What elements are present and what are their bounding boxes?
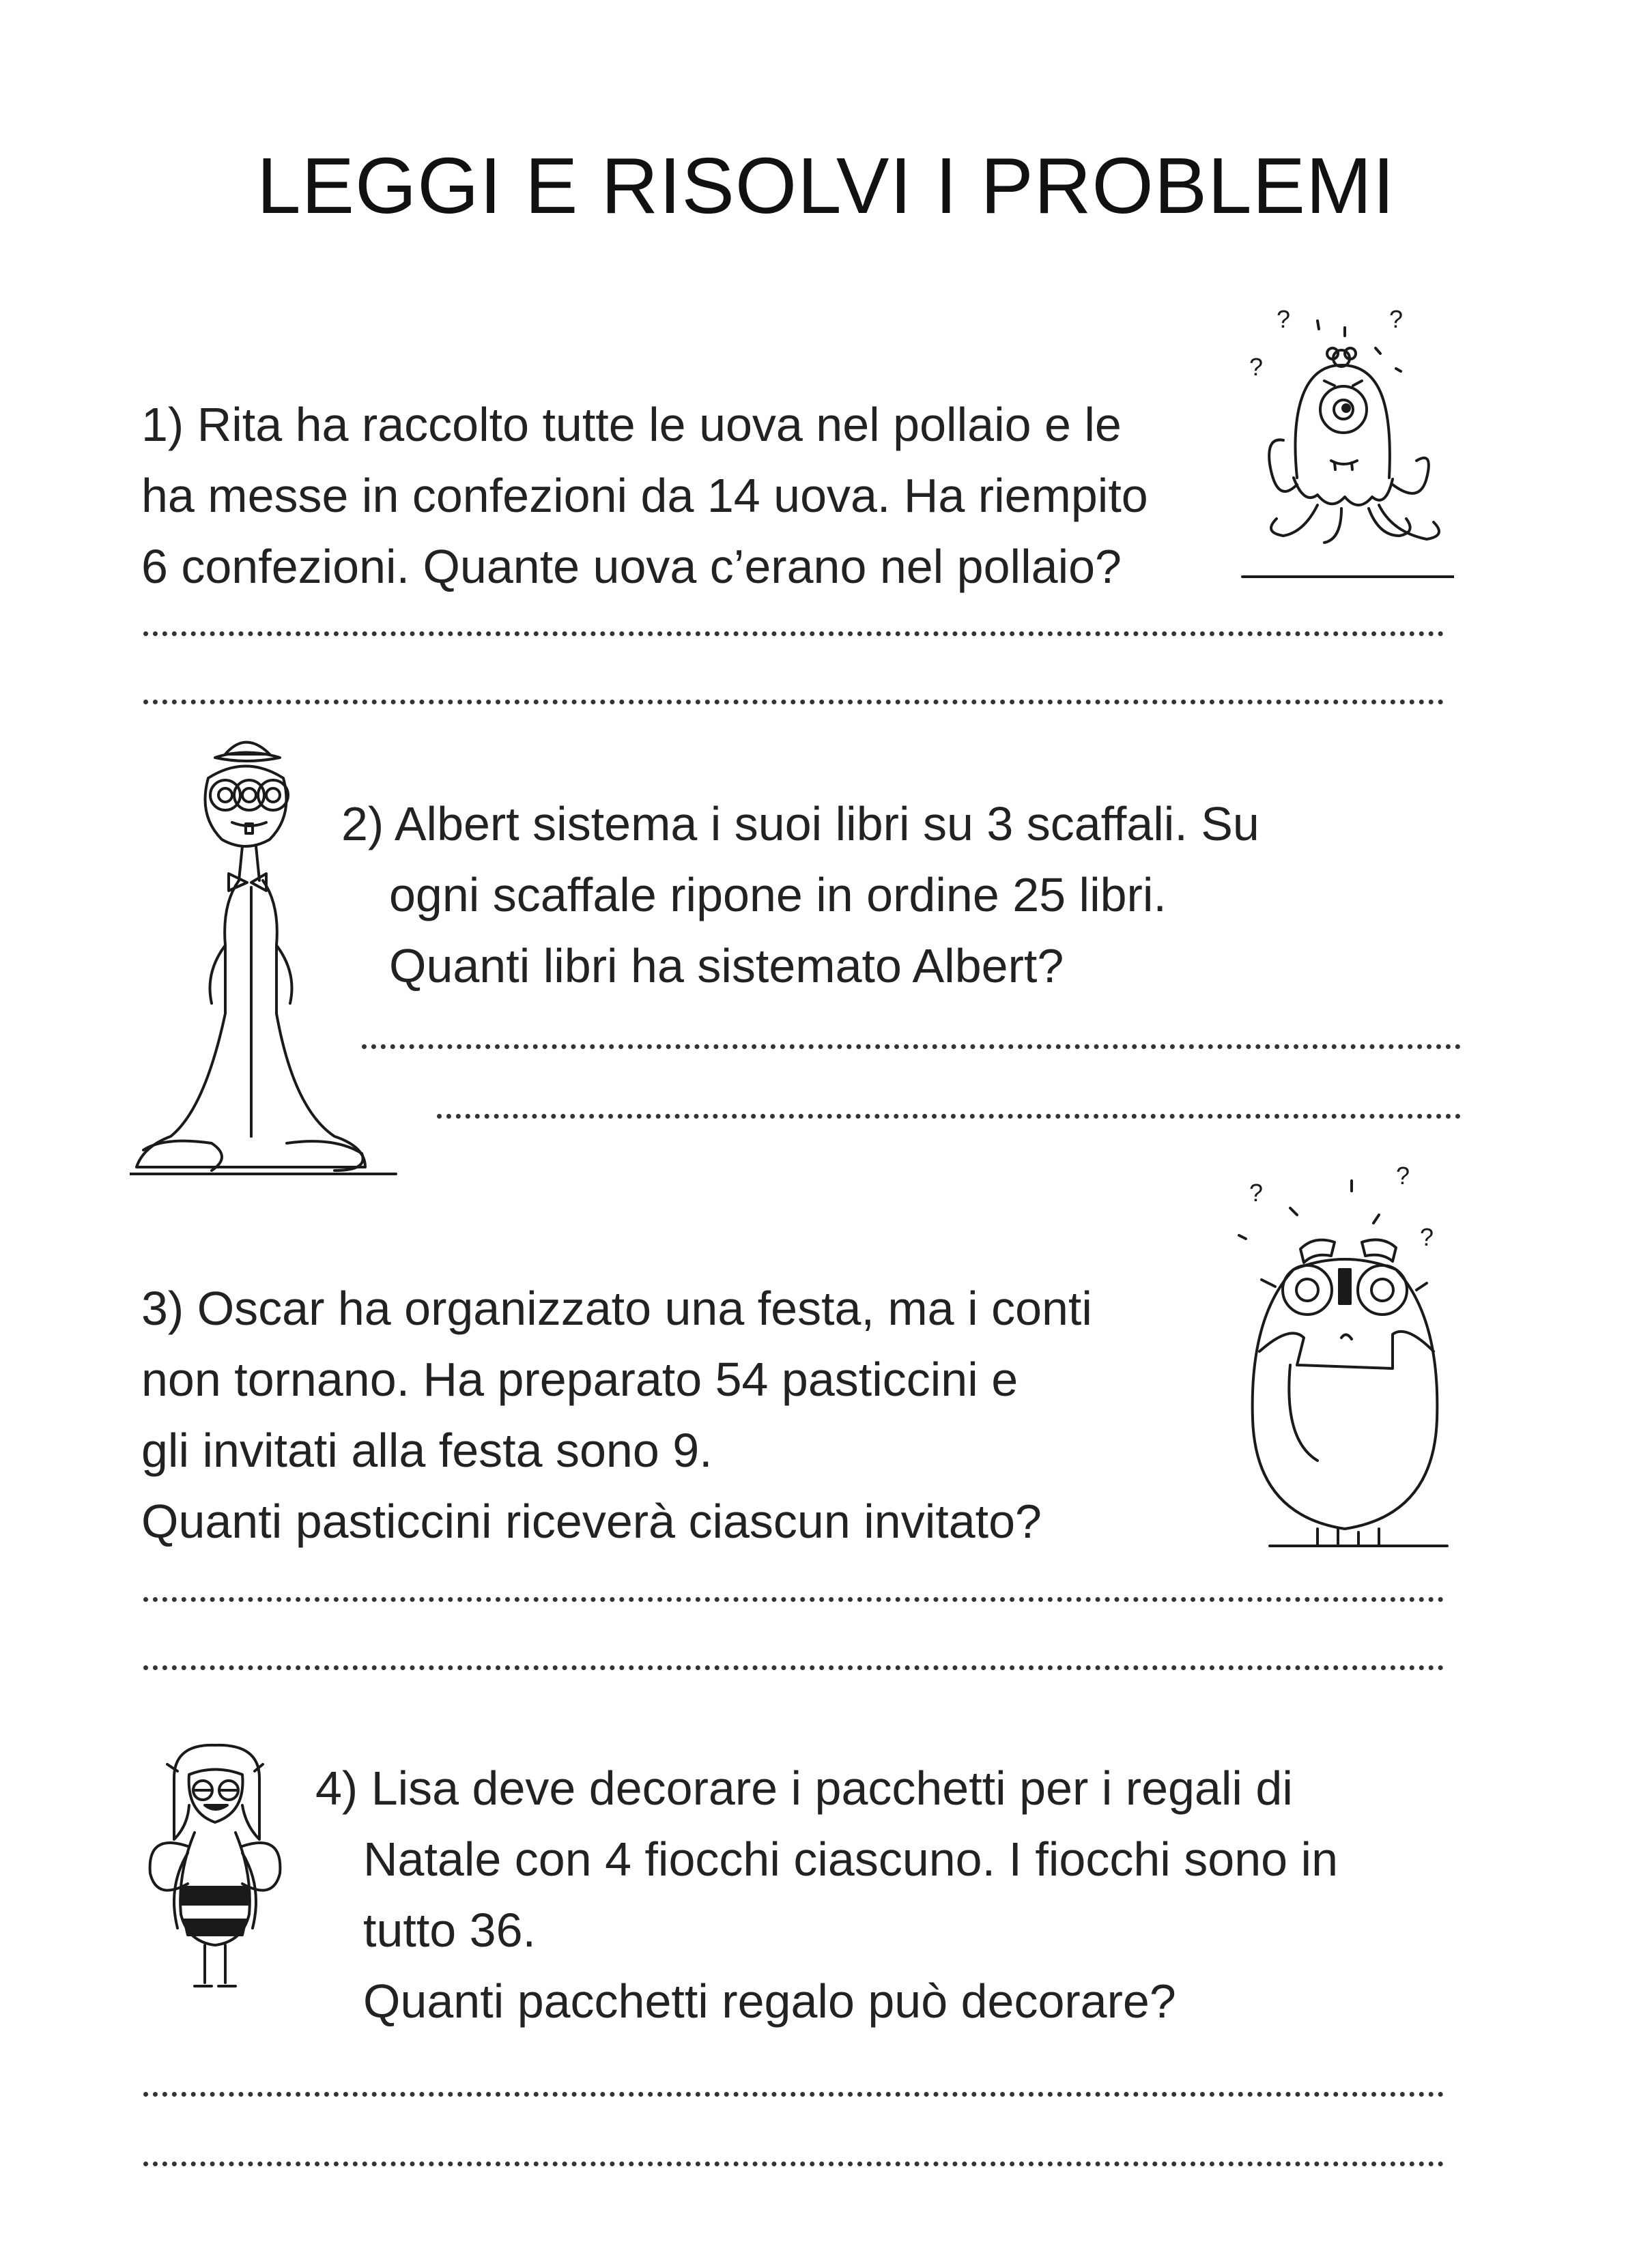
answer-line-3a[interactable]: [143, 1597, 1444, 1602]
round-monster-icon: [1222, 1160, 1468, 1563]
problem-2-line-1: 2) Albert sistema i suoi libri su 3 scaffali. Su: [341, 797, 1259, 850]
answer-line-1a[interactable]: [143, 631, 1444, 636]
problem-3: [141, 1273, 1092, 1557]
svg-text:?: ?: [1420, 1223, 1434, 1251]
svg-text:?: ?: [1396, 1162, 1410, 1190]
tall-man-with-hat-icon: [130, 727, 403, 1177]
problem-3-line-2: non tornano. Ha preparato 54 pasticcini e: [141, 1353, 1019, 1406]
svg-text:?: ?: [1389, 305, 1404, 333]
answer-line-1b[interactable]: [143, 700, 1444, 704]
problem-1-line-3: 6 confezioni. Quante uova c’erano nel pollaio?: [141, 540, 1122, 593]
problem-3-line-3: gli invitati alla festa sono 9.: [141, 1424, 713, 1477]
answer-line-4a[interactable]: [143, 2092, 1444, 2097]
problem-1-line-2: ha messe in confezioni da 14 uova. Ha riempito: [141, 469, 1148, 522]
svg-text:?: ?: [1249, 1179, 1264, 1207]
problem-1-line-1: 1) Rita ha raccolto tutte le uova nel pollaio e le: [141, 398, 1122, 451]
problem-4-line-1: 4) Lisa deve decorare i pacchetti per i regali di: [315, 1762, 1293, 1815]
svg-text:?: ?: [1249, 353, 1264, 381]
one-eyed-monster-icon: [1222, 300, 1454, 580]
bee-girl-icon: [147, 1737, 283, 2000]
answer-line-2a[interactable]: [362, 1044, 1461, 1049]
answer-line-3b[interactable]: [143, 1665, 1444, 1670]
problem-2-line-2: ogni scaffale ripone in ordine 25 libri.: [389, 868, 1167, 921]
problem-3-line-4: Quanti pasticcini riceverà ciascun invitato?: [141, 1495, 1042, 1548]
answer-line-2b[interactable]: [437, 1114, 1461, 1119]
problem-2-line-3: Quanti libri ha sistemato Albert?: [389, 939, 1064, 992]
problem-4-line-4: Quanti pacchetti regalo può decorare?: [363, 1975, 1176, 2028]
problem-4-line-3: tutto 36.: [363, 1904, 536, 1957]
svg-text:?: ?: [1277, 305, 1291, 333]
problem-1: [141, 389, 1148, 602]
problem-2: [341, 788, 1259, 1001]
problem-4-line-2: Natale con 4 fiocchi ciascuno. I fiocchi sono in: [363, 1833, 1338, 1886]
problem-3-line-1: 3) Oscar ha organizzato una festa, ma i conti: [141, 1282, 1092, 1335]
page-title: LEGGI E RISOLVI I PROBLEMI: [257, 141, 1395, 230]
answer-line-4b[interactable]: [143, 2162, 1444, 2166]
problem-4: [315, 1753, 1338, 2037]
